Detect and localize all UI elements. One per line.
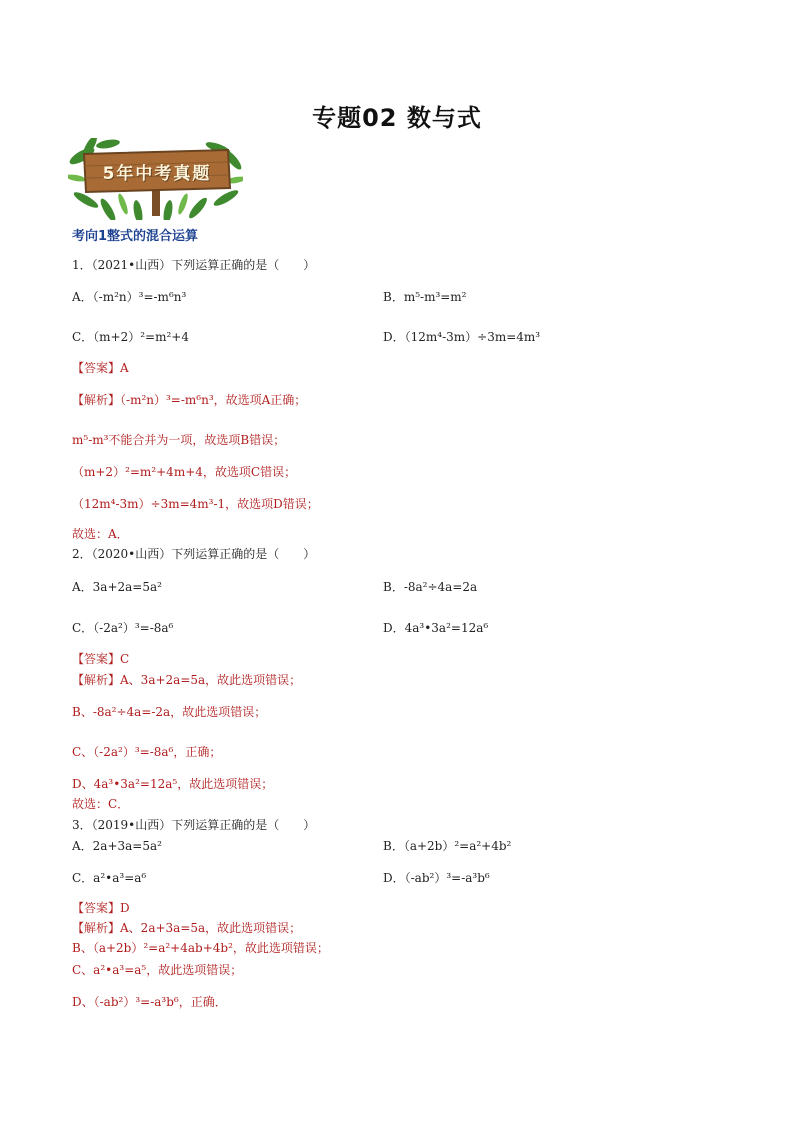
q1-option-b: B．m⁵-m³=m² — [383, 290, 467, 304]
q3-option-b: B．（a+2b）²=a²+4b² — [383, 839, 512, 853]
q2-analysis-line — [72, 672, 301, 688]
q2-analysis-line: D、4a³•3a²=12a⁵，故此选项错误； — [72, 777, 274, 791]
answer-value: D — [120, 901, 130, 915]
q3-option-d: D．（-ab²）³=-a³b⁶ — [383, 871, 490, 885]
badge-text: 5年中考真题 — [102, 163, 212, 184]
q3-analysis-line: D、（-ab²）³=-a³b⁶，正确． — [72, 995, 227, 1009]
q2-answer — [72, 651, 129, 667]
page-title: 专题02 数与式 — [312, 104, 482, 132]
q3-analysis-line: B、（a+2b）²=a²+4ab+4b²，故此选项错误； — [72, 941, 329, 955]
q1-analysis-line: （12m⁴-3m）÷3m=4m³-1，故选项D错误； — [72, 497, 319, 511]
q1-stem: 1．（2021•山西）下列运算正确的是（ ） — [72, 258, 316, 272]
q1-option-c: C．（m+2）²=m²+4 — [72, 330, 189, 344]
q2-option-d: D．4a³•3a²=12a⁶ — [383, 621, 489, 635]
q2-option-a: A．3a+2a=5a² — [72, 580, 162, 594]
analysis-label: 【解析】 — [72, 673, 121, 687]
analysis-label: 【解析】 — [72, 921, 121, 935]
q3-option-c: C．a²•a³=a⁶ — [72, 871, 147, 885]
q3-analysis-line — [72, 920, 301, 936]
section-badge — [68, 138, 243, 220]
q2-option-c: C．（-2a²）³=-8a⁶ — [72, 621, 174, 635]
answer-value: A — [120, 361, 129, 375]
q2-analysis-line: B、-8a²÷4a=-2a，故此选项错误； — [72, 705, 267, 719]
q2-option-b: B．-8a²÷4a=2a — [383, 580, 478, 594]
q1-analysis-line — [72, 392, 306, 408]
q3-answer — [72, 900, 130, 916]
q2-stem: 2．（2020•山西）下列运算正确的是（ ） — [72, 547, 316, 561]
q1-analysis-line: （m+2）²=m²+4m+4，故选项C错误； — [72, 465, 297, 479]
q1-option-a: A．（-m²n）³=-m⁶n³ — [72, 290, 187, 304]
q3-option-a: A．2a+3a=5a² — [72, 839, 162, 853]
q1-analysis-line: m⁵-m³不能合并为一项，故选项B错误； — [72, 433, 286, 447]
q3-analysis-line: C、a²•a³=a⁵，故此选项错误； — [72, 963, 243, 977]
analysis-text: A、2a+3a=5a，故此选项错误； — [120, 921, 302, 935]
answer-label: 【答案】 — [72, 652, 121, 666]
answer-label: 【答案】 — [72, 361, 121, 375]
q1-analysis-line: 故选：A． — [72, 527, 129, 541]
answer-value: C — [120, 652, 130, 666]
answer-label: 【答案】 — [72, 901, 121, 915]
analysis-text: （-m²n）³=-m⁶n³，故选项A正确； — [120, 393, 307, 407]
q3-stem: 3．（2019•山西）下列运算正确的是（ ） — [72, 818, 316, 832]
q2-analysis-line: C、（-2a²）³=-8a⁶，正确； — [72, 745, 222, 759]
q1-option-d: D．（12m⁴-3m）÷3m=4m³ — [383, 330, 541, 344]
section-heading: 考向1整式的混合运算 — [72, 229, 199, 244]
q1-answer — [72, 360, 129, 376]
analysis-label: 【解析】 — [72, 393, 121, 407]
analysis-text: A、3a+2a=5a，故此选项错误； — [120, 673, 302, 687]
q2-analysis-line: 故选：C． — [72, 797, 130, 811]
